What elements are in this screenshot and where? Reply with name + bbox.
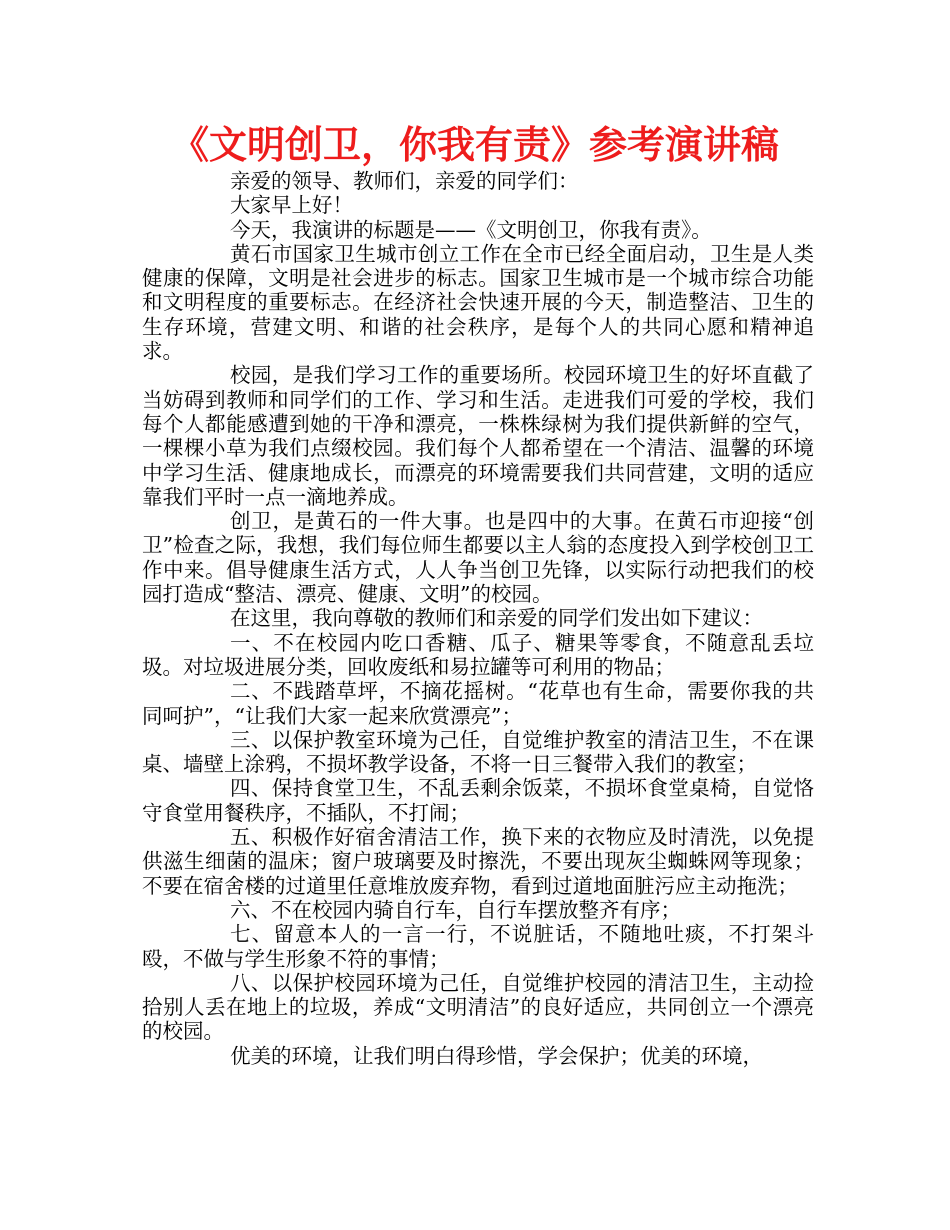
suggestion-item: 四、保持食堂卫生，不乱丢剩余饭菜，不损坏食堂桌椅，自觉恪守食堂用餐秩序，不插队，不打闹； xyxy=(142,776,814,825)
greeting: 大家早上好！ xyxy=(230,193,353,218)
paragraph: 优美的环境，让我们明白得珍惜，学会保护；优美的环境， xyxy=(230,1043,763,1068)
suggestion-item: 一、不在校园内吃口香糖、瓜子、糖果等零食，不随意乱丢垃圾。对垃圾进展分类，回收废纸和易拉罐等可利用的物品； xyxy=(142,630,814,679)
paragraph: 创卫，是黄石的一件大事。也是四中的大事。在黄石市迎接“创卫”检查之际，我想，我们每位师生都要以主人翁的态度投入到学校创卫工作中来。倡导健康生活方式，人人争当创卫先锋，以实际行动把我们的校园打造成“整洁、漂亮、健康、文明”的校园。 xyxy=(142,509,814,607)
suggestion-item: 二、不践踏草坪，不摘花摇树。“花草也有生命，需要你我的共同呵护”，“让我们大家一起来欣赏漂亮”； xyxy=(142,679,814,728)
suggestion-item: 五、积极作好宿舍清洁工作，换下来的衣物应及时清洗，以免提供滋生细菌的温床；窗户玻璃要及时擦洗，不要出现灰尘蜘蛛网等现象；不要在宿舍楼的过道里任意堆放废弃物，看到过道地面脏污应主动拖洗； xyxy=(142,825,814,898)
document-title: 《文明创卫，你我有责》参考演讲稿 xyxy=(170,123,779,167)
paragraph: 校园，是我们学习工作的重要场所。校园环境卫生的好坏直截了当妨碍到教师和同学们的工作、学习和生活。走进我们可爱的学校，我们每个人都能感遭到她的干净和漂亮，一株株绿树为我们提供新鲜的空气，一棵棵小草为我们点缀校园。我们每个人都希望在一个清洁、温馨的环境中学习生活、健康地成长，而漂亮的环境需要我们共同营建，文明的适应靠我们平时一点一滴地养成。 xyxy=(142,363,814,509)
suggestion-item: 八、以保护校园环境为己任，自觉维护校园的清洁卫生，主动捡拾别人丢在地上的垃圾，养成“文明清洁”的良好适应，共同创立一个漂亮的校园。 xyxy=(142,970,814,1044)
salutation: 亲爱的领导、教师们，亲爱的同学们： xyxy=(230,169,579,193)
speech-intro: 今天，我演讲的标题是——《文明创卫，你我有责》。 xyxy=(230,217,712,242)
paragraph: 黄石市国家卫生城市创立工作在全市已经全面启动，卫生是人类健康的保障，文明是社会进步的标志。国家卫生城市是一个城市综合功能和文明程度的重要标志。在经济社会快速开展的今天，制造整洁、卫生的生存环境，营建文明、和谐的社会秩序，是每个人的共同心愿和精神追求。 xyxy=(142,241,814,364)
suggestion-item: 三、以保护教室环境为己任，自觉维护教室的清洁卫生，不在课桌、墙壁上涂鸦，不损坏教学设备，不将一日三餐带入我们的教室； xyxy=(142,727,814,777)
paragraph: 在这里，我向尊敬的教师们和亲爱的同学们发出如下建议： xyxy=(230,606,763,631)
document-body xyxy=(142,169,814,1068)
suggestion-item: 六、不在校园内骑自行车，自行车摆放整齐有序； xyxy=(230,897,681,922)
suggestion-item: 七、留意本人的一言一行，不说脏话，不随地吐痰，不打架斗殴，不做与学生形象不符的事情； xyxy=(142,922,814,971)
